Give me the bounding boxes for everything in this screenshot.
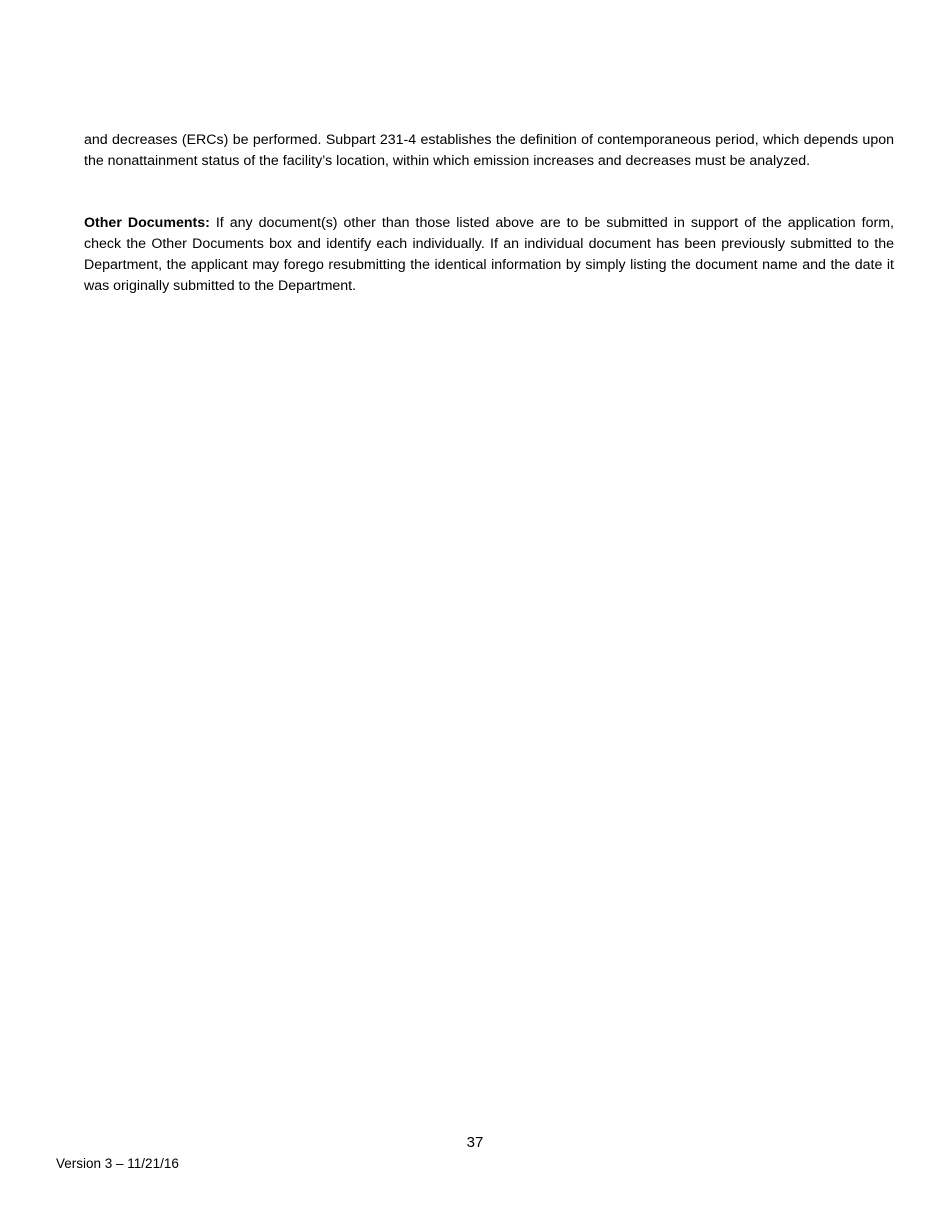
paragraph-other-documents: [84, 213, 894, 297]
version-footer: Version 3 – 11/21/16: [56, 1156, 179, 1171]
paragraph-erc-continuation: [84, 130, 894, 172]
paragraph-heading-other-documents: Other Documents:: [84, 215, 210, 231]
paragraph-text: and decreases (ERCs) be performed. Subpart 231-4 establishes the definition of contemporaneous period, which depends upon the nonattainment status of the facility’s location, within which emission increases and decreases must be analyzed.: [84, 132, 894, 169]
paragraph-text: If any document(s) other than those listed above are to be submitted in support of the application form, check the Other Documents box and identify each individually. If an individual document has been previously submitted to the Department, the applicant may forego resubmitting the identical information by simply listing the document name and the date it was originally submitted to the Department.: [84, 215, 894, 294]
page-number: 37: [466, 1134, 484, 1151]
